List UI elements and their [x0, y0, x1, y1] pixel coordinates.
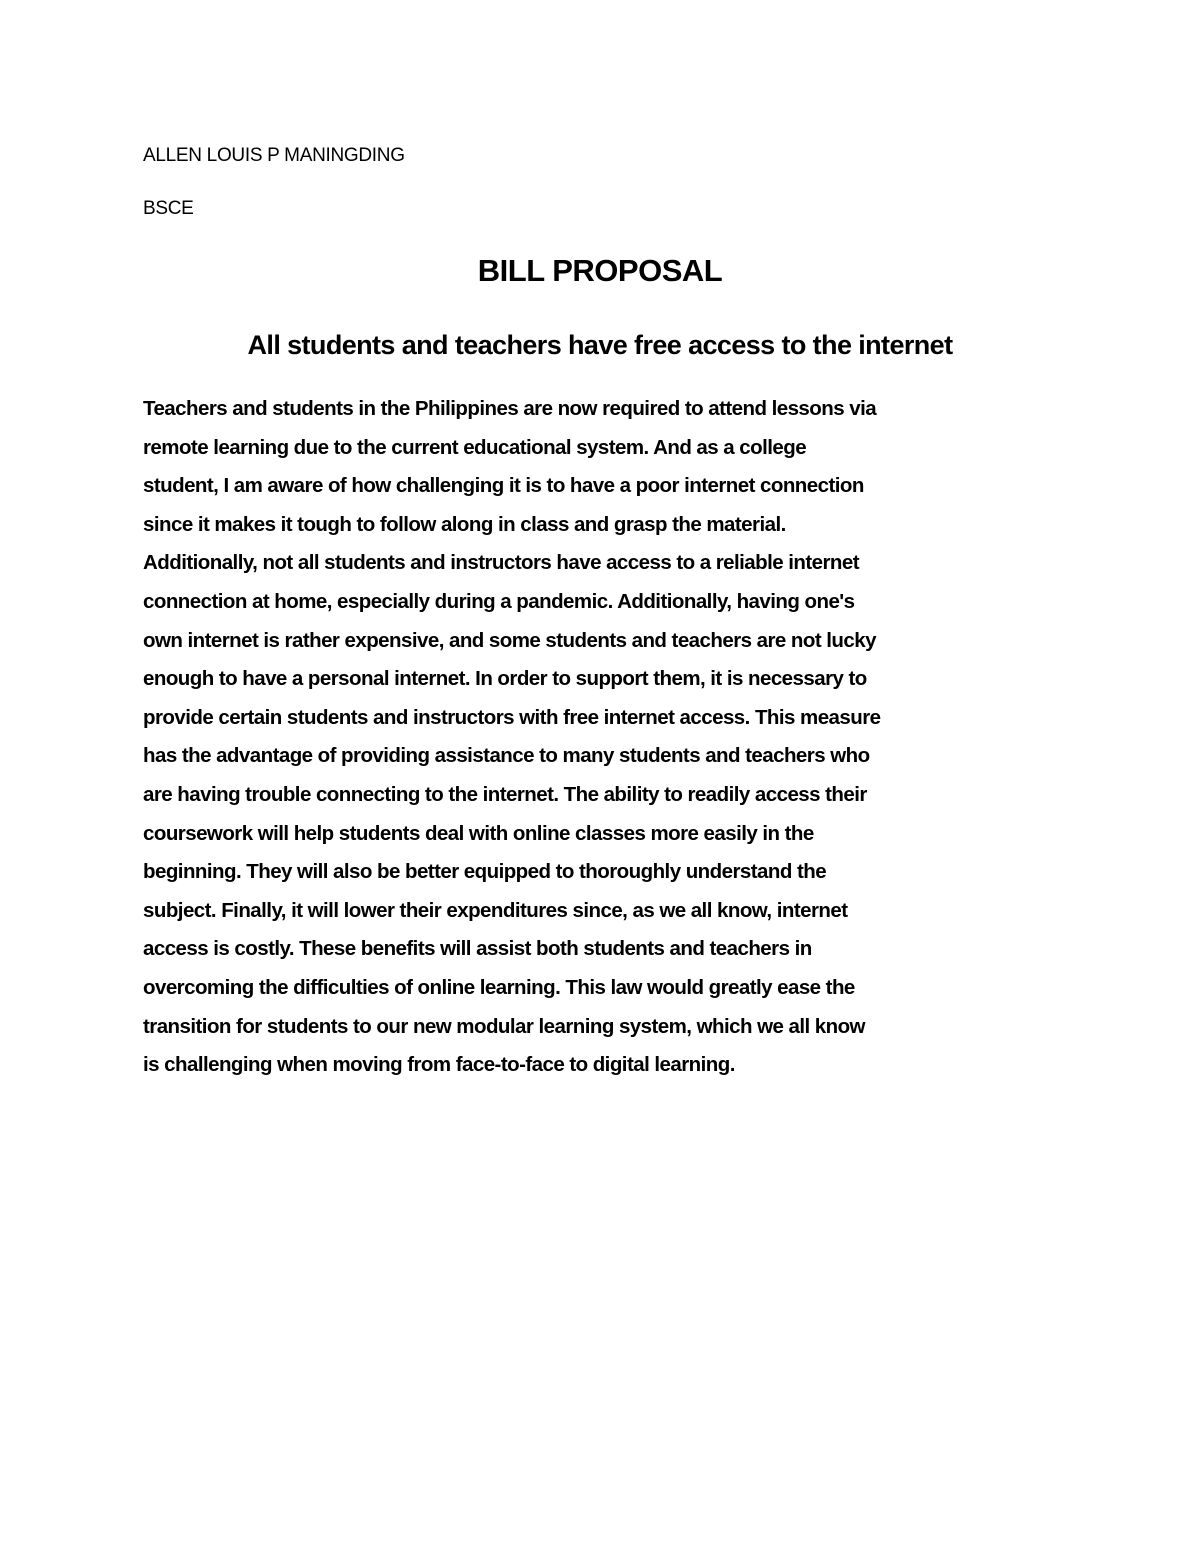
body-line: is challenging when moving from face-to-face to digital learning.	[143, 1053, 735, 1077]
author-name: ALLEN LOUIS P MANINGDING	[143, 145, 405, 166]
body-line: access is costly. These benefits will assist both students and teachers in	[143, 937, 812, 961]
body-paragraph	[143, 390, 1063, 1085]
document-subtitle: All students and teachers have free access to the internet	[247, 330, 953, 360]
body-line: enough to have a personal internet. In order to support them, it is necessary to	[143, 667, 867, 691]
body-line: since it makes it tough to follow along in class and grasp the material.	[143, 512, 786, 536]
body-line: coursework will help students deal with online classes more easily in the	[143, 821, 814, 845]
body-line: overcoming the difficulties of online learning. This law would greatly ease the	[143, 975, 855, 999]
body-line: provide certain students and instructors with free internet access. This measure	[143, 705, 881, 729]
body-line: connection at home, especially during a pandemic. Additionally, having one's	[143, 589, 855, 613]
body-line: remote learning due to the current educational system. And as a college	[143, 435, 807, 459]
body-line: Teachers and students in the Philippines are now required to attend lessons via	[143, 397, 877, 420]
body-line: beginning. They will also be better equipped to thoroughly understand the	[143, 860, 827, 884]
body-line: are having trouble connecting to the internet. The ability to readily access their	[143, 782, 867, 806]
body-line: own internet is rather expensive, and some students and teachers are not lucky	[143, 628, 876, 652]
body-line: Additionally, not all students and instructors have access to a reliable internet	[143, 551, 860, 575]
document-title: BILL PROPOSAL	[477, 253, 723, 288]
body-line: has the advantage of providing assistance to many students and teachers who	[143, 744, 870, 768]
body-line: subject. Finally, it will lower their expenditures since, as we all know, internet	[143, 898, 848, 922]
course-label: BSCE	[143, 198, 194, 219]
body-line: transition for students to our new modular learning system, which we all know	[143, 1014, 865, 1038]
body-line: student, I am aware of how challenging it is to have a poor internet connection	[143, 474, 864, 498]
